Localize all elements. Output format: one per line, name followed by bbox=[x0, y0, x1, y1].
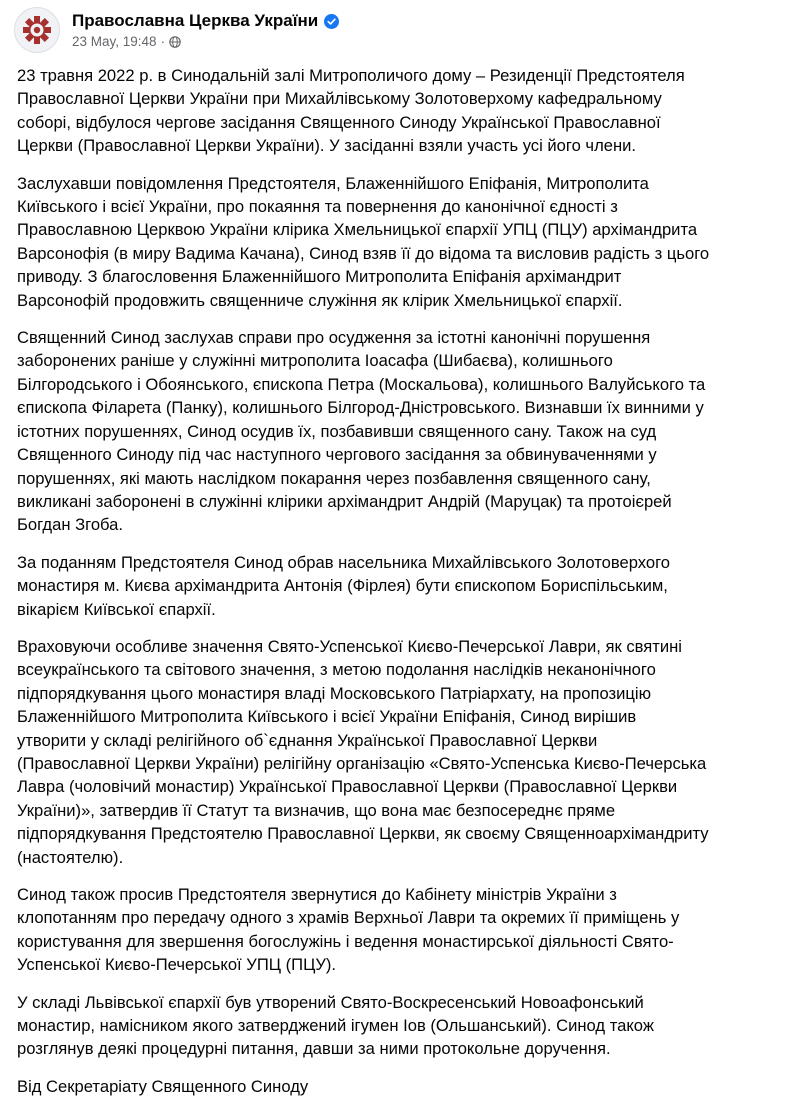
post-paragraph bbox=[17, 883, 787, 977]
post-paragraph bbox=[17, 635, 787, 869]
post-paragraph bbox=[17, 64, 787, 158]
post-text-line: Церкви (Православної Церкви України). У засіданні взяли участь усі його члени. bbox=[17, 136, 637, 156]
post-text-line: Священного Синоду під час наступного чергового засідання за обвинуваченнями у bbox=[17, 445, 657, 465]
post-text-line: Православною Церквою України клірика Хмельницької єпархії УПЦ (ПЦУ) архімандрита bbox=[17, 220, 698, 240]
post-paragraph bbox=[17, 326, 787, 537]
post-text-line: Варсонофія (в миру Вадима Качана), Синод взяв її до відома та висловив радість з цього bbox=[17, 243, 710, 263]
post-text-line: заборонених раніше у служінні митрополита Іоасафа (Шибаєва), колишнього bbox=[17, 351, 613, 371]
post-text-line: Білгородського і Обоянського, єпископа Петра (Москальова), колишнього Валуйського та bbox=[17, 374, 706, 394]
separator-dot: · bbox=[160, 34, 166, 49]
page-name-row bbox=[72, 11, 339, 31]
post-paragraph bbox=[17, 1075, 787, 1098]
page-avatar[interactable] bbox=[14, 7, 60, 53]
post-text-line: 23 травня 2022 р. в Синодальній залі Митрополичого дому – Резиденції Предстоятеля bbox=[17, 66, 685, 85]
post-text-line: України)», затвердив її Статут та визначив, що вона має безпосереднє пряме bbox=[17, 800, 616, 820]
post-text-line: монастир, намісником якого затверджений ігумен Іов (Ольшанський). Синод також bbox=[17, 1016, 654, 1036]
post-meta bbox=[72, 11, 339, 49]
post-text-line: За поданням Предстоятеля Синод обрав насельника Михайлівського Золотоверхого bbox=[17, 552, 670, 572]
post-text-line: монастиря м. Києва архімандрита Антонія (Фірлея) бути єпископом Бориспільським, bbox=[17, 576, 668, 596]
page-name-link[interactable]: Православна Церква України bbox=[72, 11, 319, 30]
post-time-row bbox=[72, 34, 339, 49]
post-text-line: (настоятелю). bbox=[17, 847, 124, 867]
church-emblem-icon bbox=[20, 13, 54, 47]
post-text-line: Від Секретаріату Священного Синоду bbox=[17, 1076, 309, 1096]
post-text-line: підпорядкування Предстоятелю Православної Церкви, як своєму Священноархімандриту bbox=[17, 824, 709, 844]
post-text-line: Блаженнійшого Митрополита Київського і всієї України Епіфанія, Синод вирішив bbox=[17, 707, 637, 727]
globe-icon[interactable] bbox=[169, 36, 181, 48]
post-text-line: Заслухавши повідомлення Предстоятеля, Блаженнійшого Епіфанія, Митрополита bbox=[17, 173, 649, 193]
post-text-line: клопотанням про передачу одного з храмів Верхньої Лаври та окремих її приміщень у bbox=[17, 908, 680, 928]
post-paragraph bbox=[17, 551, 787, 621]
post-text-line: Враховуючи особливе значення Свято-Успенської Києво-Печерської Лаври, як святині bbox=[17, 636, 682, 656]
post-text-line: підпорядкування цього монастиря владі Московського Патріархату, на пропозицію bbox=[17, 683, 652, 703]
post-text-line: Київського і всієї України, про покаяння та повернення до канонічної єдності з bbox=[17, 197, 618, 217]
post-text-line: Богдан Згоба. bbox=[17, 515, 124, 535]
post-text-line: Варсонофій продовжить священниче служіння як клірик Хмельницької єпархії. bbox=[17, 290, 623, 310]
post-header bbox=[14, 2, 339, 58]
post-text-line: викликані заборонені в служінні клірики архімандрит Андрій (Маруцак) та протоієрей bbox=[17, 491, 672, 511]
post-text-line: приводу. З благословення Блаженнійшого Митрополита Епіфанія архімандрит bbox=[17, 267, 622, 287]
post-text-line: всеукраїнського та світового значення, з метою подолання наслідків неканонічного bbox=[17, 660, 656, 680]
post-text-line: (Православної Церкви України) релігійну організацію «Свято-Успенська Києво-Печерська bbox=[17, 753, 707, 773]
verified-badge-icon bbox=[324, 14, 339, 29]
post-text-line: вікарієм Київської єпархії. bbox=[17, 599, 216, 619]
post-text-line: розглянув деякі процедурні питання, давши за ними протокольне доручення. bbox=[17, 1039, 611, 1059]
post-text-line: Синод також просив Предстоятеля звернутися до Кабінету міністрів України з bbox=[17, 885, 617, 904]
post-text-line: У складі Львівської єпархії був утворений Свято-Воскресенський Новоафонський bbox=[17, 992, 644, 1012]
post-text-line: єпископа Філарета (Панку), колишнього Білгород-Дністровського. Визнавши їх винними у bbox=[17, 398, 704, 418]
post-text-line: утворити у складі релігійного об`єднання Української Православної Церкви bbox=[17, 730, 598, 750]
post-text-line: Православної Церкви України при Михайлівському Золотоверхому кафедральному bbox=[17, 89, 662, 109]
post-paragraph bbox=[17, 991, 787, 1061]
post-text-line: Успенської Києво-Печерської УПЦ (ПЦУ). bbox=[17, 955, 337, 975]
post-text-line: соборі, відбулося чергове засідання Священного Синоду Української Православної bbox=[17, 112, 661, 132]
post-body bbox=[17, 64, 787, 1112]
post-text-line: Лавра (чоловічий монастир) Української Православної Церкви (Православної Церкви bbox=[17, 777, 678, 797]
post-text-line: порушеннях, які мають наслідком покарання через позбавлення священного сану, bbox=[17, 468, 651, 488]
post-paragraph bbox=[17, 172, 787, 312]
post-text-line: істотних порушеннях, Синод осудив їх, позбавивши священного сану. Також на суд bbox=[17, 421, 657, 441]
post-text-line: Священний Синод заслухав справи про осудження за істотні канонічні порушення bbox=[17, 328, 651, 348]
post-text-line: користування для звершення богослужінь і ведення монастирської діяльності Свято- bbox=[17, 931, 674, 951]
post-timestamp-link[interactable]: 23 May, 19:48 bbox=[72, 34, 157, 49]
